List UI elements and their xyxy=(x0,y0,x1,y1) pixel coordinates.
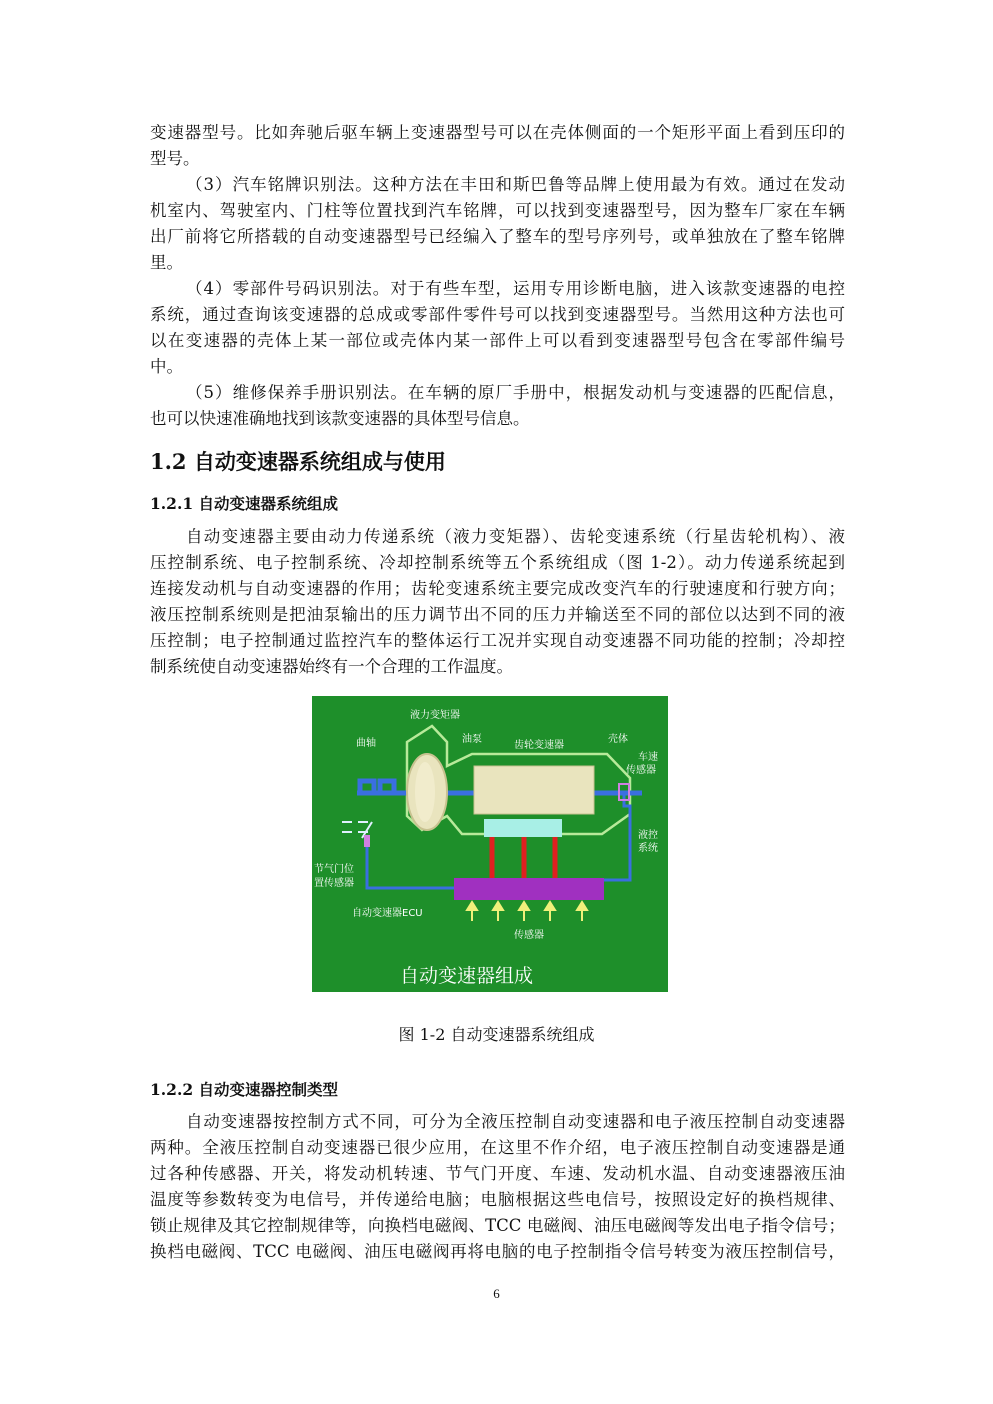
text-line: 里。 xyxy=(150,253,183,272)
text-line: （3）汽车铭牌识别法。这种方法在丰田和斯巴鲁等品牌上使用最为有效。通过在发动 xyxy=(186,175,845,194)
text-line: 液压控制系统则是把油泵输出的压力调节出不同的压力并输送至不同的部位以达到不同的液 xyxy=(150,605,845,624)
paragraph-method-3 xyxy=(150,172,845,276)
subsection-heading-1: 1.2.1 自动变速器系统组成 xyxy=(150,494,339,513)
text-line: 连接发动机与自动变速器的作用；齿轮变速系统主要完成改变汽车的行驶速度和行驶方向； xyxy=(150,579,845,598)
text-line: 中。 xyxy=(150,357,183,376)
label-ecu: 自动变速器ECU xyxy=(352,908,423,919)
label-torque-converter: 液力变矩器 xyxy=(410,710,460,721)
label-hydraulic-1: 液控 xyxy=(638,830,658,841)
text-line: 压控制；电子控制通过监控汽车的整体运行工况并实现自动变速器不同功能的控制；冷却控 xyxy=(150,631,845,650)
label-oil-pump: 油泵 xyxy=(462,734,482,745)
text-line: 两种。全液压控制自动变速器已很少应用，在这里不作介绍，电子液压控制自动变速器是通 xyxy=(150,1138,845,1157)
text-line: （5）维修保养手册识别法。在车辆的原厂手册中，根据发动机与变速器的匹配信息， xyxy=(186,383,845,402)
gear-box xyxy=(474,766,594,814)
label-sensors: 传感器 xyxy=(514,930,544,941)
label-speed-sensor-1: 车速 xyxy=(638,752,658,763)
text-line: 过各种传感器、开关，将发动机转速、节气门开度、车速、发动机水温、自动变速器液压油 xyxy=(150,1164,845,1183)
paragraph-system-composition xyxy=(150,524,845,680)
text-line: 以在变速器的壳体上某一部位或壳体内某一部件上可以看到变速器型号包含在零部件编号 xyxy=(150,331,845,350)
label-speed-sensor-2: 传感器 xyxy=(626,765,656,776)
page-number: 6 xyxy=(493,1286,500,1301)
label-housing: 壳体 xyxy=(608,734,628,745)
paragraph-method-4 xyxy=(150,276,845,380)
text-line: 换档电磁阀、TCC 电磁阀、油压电磁阀再将电脑的电子控制指令信号转变为液压控制信号， xyxy=(150,1242,845,1261)
transmission-diagram xyxy=(312,696,668,992)
text-line: 压控制系统、电子控制系统、冷却控制系统等五个系统组成（图 1-2）。动力传递系统起到 xyxy=(150,553,845,572)
subsection-heading-2: 1.2.2 自动变速器控制类型 xyxy=(150,1080,339,1099)
text-line: 自动变速器主要由动力传递系统（液力变矩器）、齿轮变速系统（行星齿轮机构）、液 xyxy=(186,527,845,546)
diagram-banner: 自动变速器组成 xyxy=(400,965,534,987)
text-line: 出厂前将它所搭载的自动变速器型号已经编入了整车的型号序列号，或单独放在了整车铭牌 xyxy=(150,227,845,246)
text-line: 机室内、驾驶室内、门柱等位置找到汽车铭牌，可以找到变速器型号，因为整车厂家在车辆 xyxy=(150,201,845,220)
text-line: 锁止规律及其它控制规律等，向换档电磁阀、TCC 电磁阀、油压电磁阀等发出电子指令信号； xyxy=(150,1216,845,1235)
text-line: 制系统使自动变速器始终有一个合理的工作温度。 xyxy=(150,657,513,676)
label-gear-box: 齿轮变速器 xyxy=(514,740,564,751)
label-hydraulic-2: 系统 xyxy=(638,843,658,854)
text-line: 型号。 xyxy=(150,149,200,168)
text-line: 温度等参数转变为电信号，并传递给电脑；电脑根据这些电信号，按照设定好的换档规律、 xyxy=(150,1190,845,1209)
text-line: 变速器型号。比如奔驰后驱车辆上变速器型号可以在壳体侧面的一个矩形平面上看到压印的 xyxy=(150,123,845,142)
text-line: 自动变速器按控制方式不同，可分为全液压控制自动变速器和电子液压控制自动变速器 xyxy=(186,1112,845,1131)
hydraulic-block xyxy=(484,819,562,837)
label-throttle-2: 置传感器 xyxy=(314,878,354,889)
text-line: （4）零部件号码识别法。对于有些车型，运用专用诊断电脑，进入该款变速器的电控 xyxy=(186,279,845,298)
paragraph-continuation xyxy=(150,120,845,172)
label-throttle-1: 节气门位 xyxy=(314,864,354,875)
section-heading: 1.2 自动变速器系统组成与使用 xyxy=(150,449,446,474)
figure-caption: 图 1-2 自动变速器系统组成 xyxy=(398,1025,595,1044)
text-line: 系统，通过查询该变速器的总成或零部件零件号可以找到变速器型号。当然用这种方法也可 xyxy=(150,305,845,324)
text-line: 也可以快速准确地找到该款变速器的具体型号信息。 xyxy=(150,409,530,428)
paragraph-method-5 xyxy=(150,380,845,432)
label-crankshaft: 曲轴 xyxy=(356,738,376,749)
paragraph-control-types xyxy=(150,1109,845,1265)
ecu-block xyxy=(454,878,604,900)
